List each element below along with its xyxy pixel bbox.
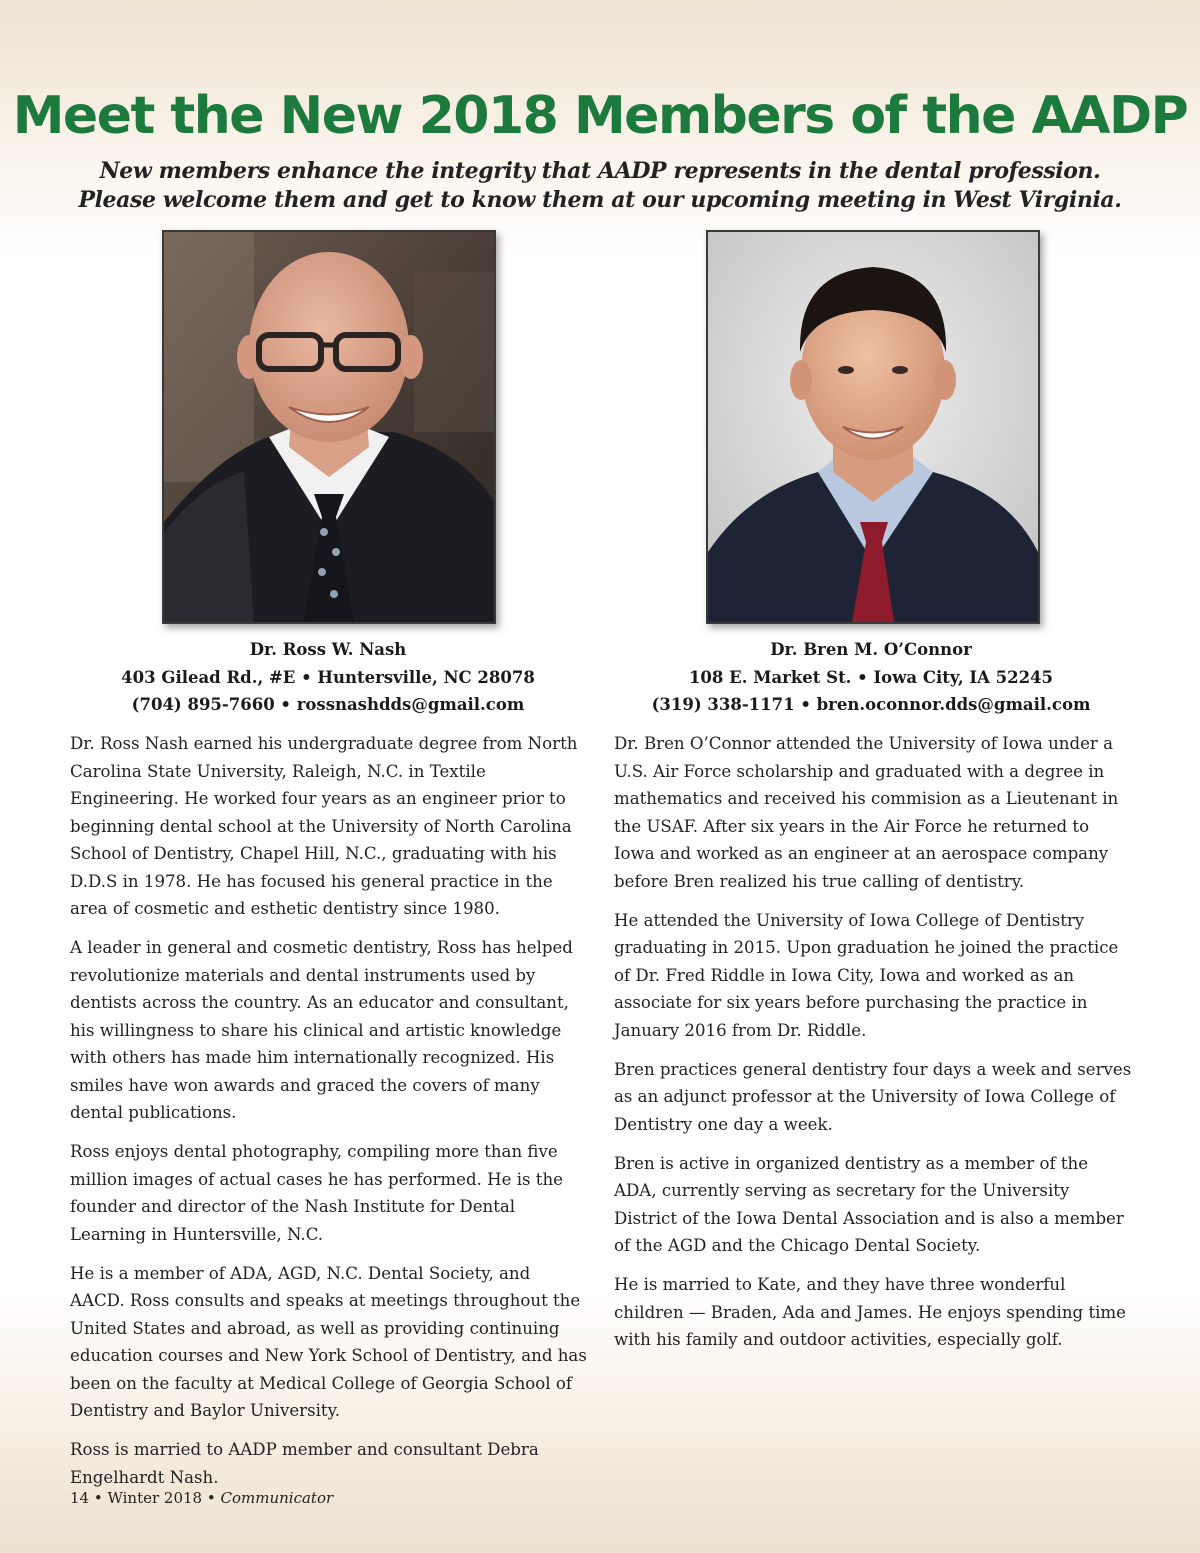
bio-paragraph: Bren is active in organized dentistry as a member of the ADA, currently serving as secretary for the University District of the Iowa Dental Association and is also a member of the AGD and the Chicago Dental Society. [614,1153,1124,1255]
member-phone-email: (319) 338-1171 • bren.oconnor.dds@gmail.com [651,695,1091,714]
member-address: 403 Gilead Rd., #E • Huntersville, NC 28078 [121,667,535,687]
member-name: Dr. Ross W. Nash [249,640,407,659]
page-title: Meet the New 2018 Members of the AADP [12,86,1188,146]
subtitle-line-1: New members enhance the integrity that AADP represents in the dental profession. [99,158,1101,184]
subtitle-line-2: Please welcome them and get to know them at our upcoming meeting in West Virginia. [78,187,1122,213]
bio-paragraph: A leader in general and cosmetic dentistry, Ross has helped revolutionize materials and dental instruments used by dentists across the country. As an educator and consultant, his willingness to share his clinical and artistic knowledge with others has made him internationally recognized. His smiles have won awards and graced the covers of many dental publications. [70,938,573,1122]
member-address: 108 E. Market St. • Iowa City, IA 52245 [688,667,1054,687]
bio-paragraph: Bren practices general dentistry four days a week and serves as an adjunct professor at the University of Iowa College of Dentistry one day a week. [614,1059,1132,1134]
bio-paragraph: He attended the University of Iowa College of Dentistry graduating in 2015. Upon graduation he joined the practice of Dr. Fred Riddle in Iowa City, Iowa and worked as an associate for six years before purchasing the practice in January 2016 from Dr. Riddle. [614,910,1119,1040]
footer-page-info: 14 • Winter 2018 • [70,1489,216,1507]
footer-publication: Communicator [220,1489,334,1507]
bio-paragraph: Dr. Bren O’Connor attended the University of Iowa under a U.S. Air Force scholarship and graduated with a degree in mathematics and received his commision as a Lieutenant in the USAF. After six years in the Air Force he returned to Iowa and worked as an engineer at an aerospace company before Bren realized his true calling of dentistry. [614,734,1119,891]
bio-bren-oconnor [614,730,1132,1365]
bio-paragraph: He is a member of ADA, AGD, N.C. Dental Society, and AACD. Ross consults and speaks at meetings throughout the United States and abroad, as well as providing continuing education courses and New York School of Dentistry, and has been on the faculty at Medical College of Georgia School of Dentistry and Baylor University. [70,1263,587,1420]
member-name: Dr. Bren M. O’Connor [770,640,972,659]
bio-paragraph: He is married to Kate, and they have three wonderful children — Braden, Ada and James. He enjoys spending time with his family and outdoor activities, especially golf. [614,1275,1126,1349]
page-footer [70,1489,333,1507]
portrait-bren-oconnor [706,230,1040,624]
contact-ross-nash [58,636,598,719]
bio-paragraph: Ross enjoys dental photography, compiling more than five million images of actual cases he has performed. He is the founder and director of the Nash Institute for Dental Learning in Huntersville, N.C. [70,1142,563,1244]
portrait-ross-nash [162,230,496,624]
contact-bren-oconnor [601,636,1141,719]
bio-paragraph: Dr. Ross Nash earned his undergraduate degree from North Carolina State University, Raleigh, N.C. in Textile Engineering. He worked four years as an engineer prior to beginning dental school at the University of North Carolina School of Dentistry, Chapel Hill, N.C., graduating with his D.D.S in 1978. He has focused his general practice in the area of cosmetic and esthetic dentistry since 1980. [70,734,578,918]
bio-paragraph: Ross is married to AADP member and consultant Debra Engelhardt Nash. [70,1440,539,1487]
member-phone-email: (704) 895-7660 • rossnashdds@gmail.com [131,695,525,714]
bio-ross-nash [70,730,590,1503]
